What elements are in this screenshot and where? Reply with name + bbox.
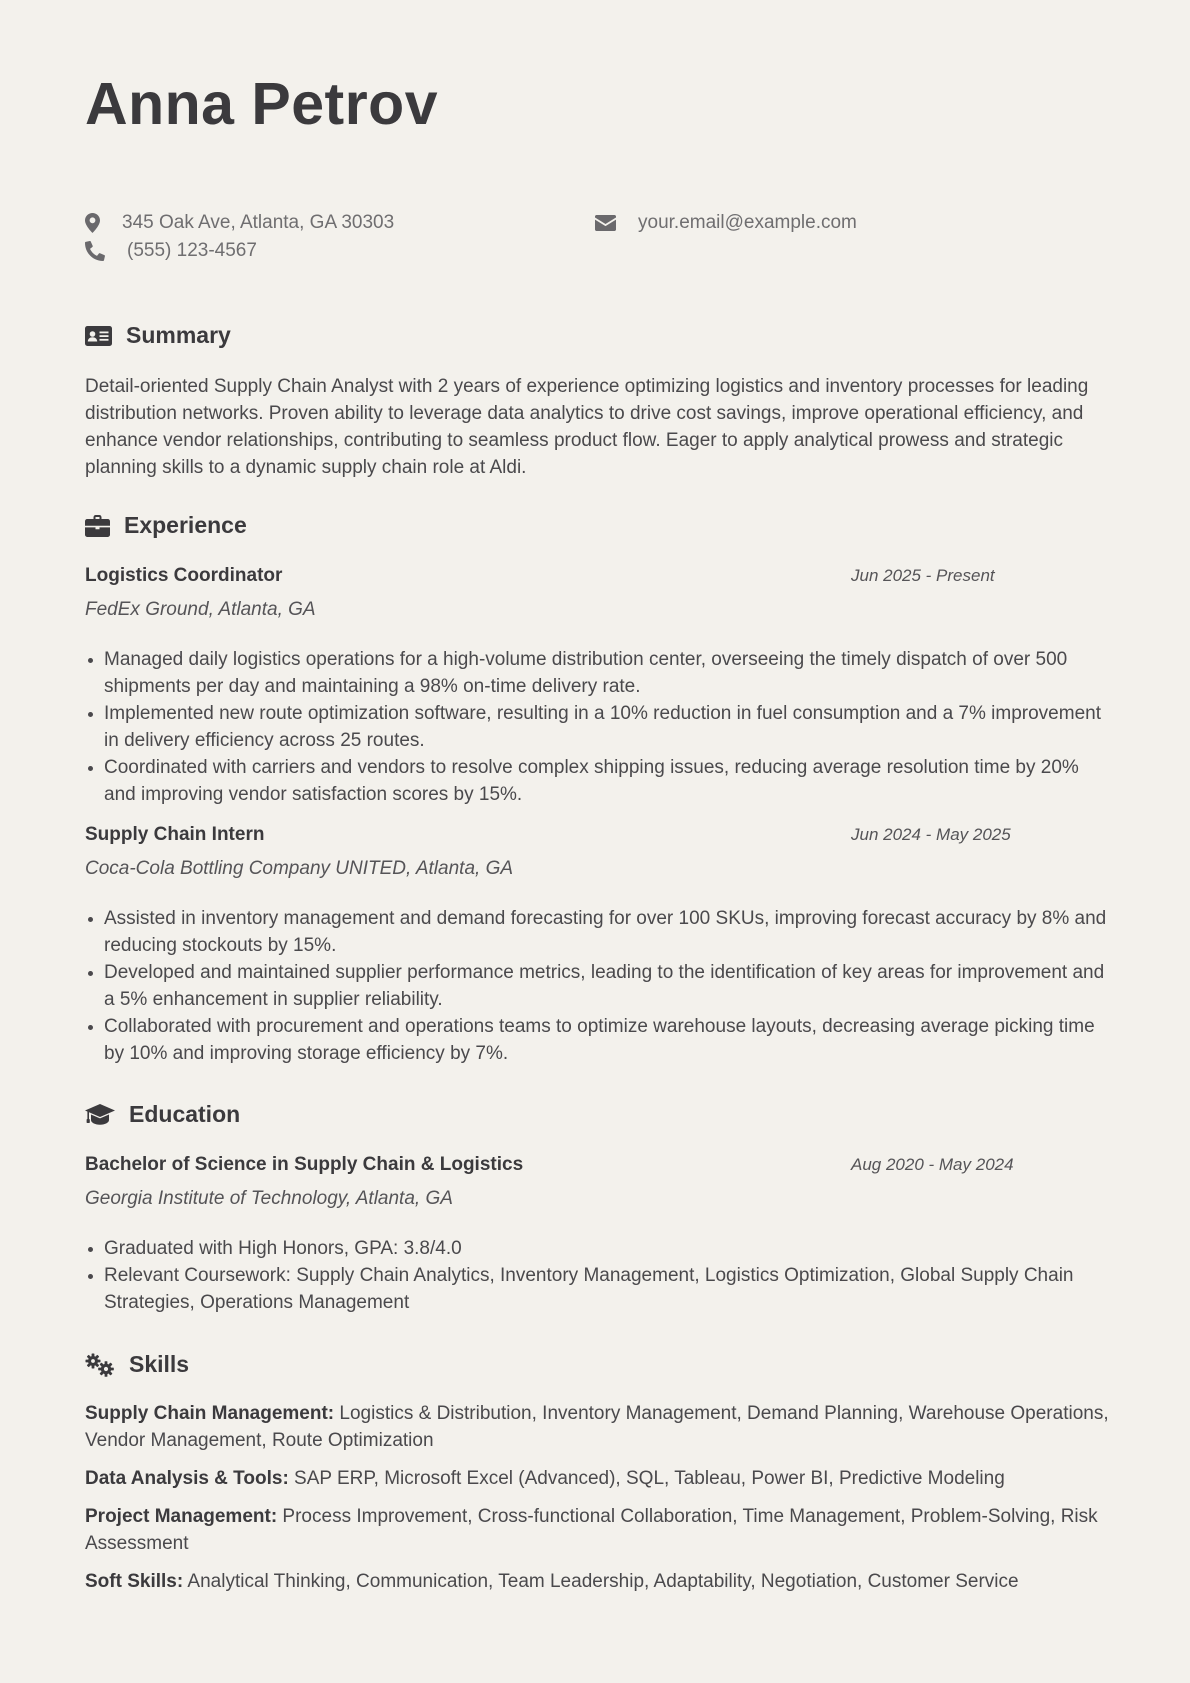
list-item: Developed and maintained supplier performance metrics, leading to the identification of key areas for improvement and a 5% enhancement in supplier reliability. <box>85 959 1110 1013</box>
list-item: Graduated with High Honors, GPA: 3.8/4.0 <box>85 1235 1110 1262</box>
graduation-cap-icon <box>85 1104 115 1126</box>
skill-category: Soft Skills: <box>85 1571 184 1592</box>
contact-phone <box>85 240 257 262</box>
list-item: Managed daily logistics operations for a high-volume distribution center, overseeing the timely dispatch of over 500 shipments per day and maintaining a 98% on-time delivery rate. <box>85 646 1110 700</box>
experience-title: Experience <box>124 512 247 538</box>
email-link[interactable]: your.email@example.com <box>638 212 857 233</box>
gears-icon <box>85 1353 115 1377</box>
summary-text: Detail-oriented Supply Chain Analyst with 2 years of experience optimizing logistics and inventory processes for leading distribution networks. Proven ability to leverage data analytics to drive cost savings, improve operational efficiency, and enhance vendor relationships, contributing to seamless product flow. Eager to apply analytical prowess and strategic planning skills to a dynamic supply chain role at Aldi. <box>85 376 1089 478</box>
list-item: Implemented new route optimization software, resulting in a 10% reduction in fuel consumption and a 7% improvement in delivery efficiency across 25 routes. <box>85 700 1110 754</box>
education-bullets <box>85 1235 1110 1316</box>
job-title: Supply Chain Intern <box>85 824 265 845</box>
briefcase-icon <box>85 515 110 537</box>
job-dates: Jun 2024 - May 2025 <box>851 825 1011 844</box>
summary-title: Summary <box>126 322 231 348</box>
skill-category: Project Management: <box>85 1506 278 1527</box>
skill-list: Analytical Thinking, Communication, Team Leadership, Adaptability, Negotiation, Customer Service <box>183 1571 1019 1592</box>
skill-line-project-management <box>85 1503 1110 1557</box>
skill-list: Process Improvement, Cross-functional Collaboration, Time Management, Problem-Solving, Risk Assessment <box>85 1506 1098 1554</box>
id-card-icon <box>85 326 112 346</box>
education-title: Education <box>129 1101 241 1127</box>
education-dates: Aug 2020 - May 2024 <box>851 1155 1014 1174</box>
phone-icon <box>85 241 105 261</box>
job-company: Coca-Cola Bottling Company UNITED, Atlanta, GA <box>85 858 514 879</box>
job-bullets <box>85 646 1110 808</box>
skill-category: Supply Chain Management: <box>85 1403 335 1424</box>
address-text: 345 Oak Ave, Atlanta, GA 30303 <box>122 212 395 233</box>
contact-address <box>85 212 394 234</box>
degree-title: Bachelor of Science in Supply Chain & Logistics <box>85 1154 524 1175</box>
summary-heading <box>85 322 231 349</box>
skill-list: Logistics & Distribution, Inventory Management, Demand Planning, Warehouse Operations, Vendor Management, Route Optimization <box>85 1403 1109 1451</box>
experience-heading <box>85 512 247 539</box>
job-title: Logistics Coordinator <box>85 565 283 586</box>
skill-category: Data Analysis & Tools: <box>85 1468 289 1489</box>
skill-line-data-analysis <box>85 1465 1110 1492</box>
envelope-icon <box>595 215 616 231</box>
map-marker-icon <box>85 213 100 233</box>
skills-title: Skills <box>129 1351 190 1377</box>
contact-email[interactable] <box>595 212 857 234</box>
candidate-name: Anna Petrov <box>85 71 439 137</box>
list-item: Assisted in inventory management and demand forecasting for over 100 SKUs, improving forecast accuracy by 8% and reducing stockouts by 15%. <box>85 905 1110 959</box>
job-bullets <box>85 905 1110 1067</box>
school-name: Georgia Institute of Technology, Atlanta, GA <box>85 1188 453 1209</box>
list-item: Collaborated with procurement and operations teams to optimize warehouse layouts, decreasing average picking time by 10% and improving storage efficiency by 7%. <box>85 1013 1110 1067</box>
job-dates: Jun 2025 - Present <box>851 566 995 585</box>
job-company: FedEx Ground, Atlanta, GA <box>85 599 316 620</box>
skill-list: SAP ERP, Microsoft Excel (Advanced), SQL, Tableau, Power BI, Predictive Modeling <box>288 1468 1005 1489</box>
skills-heading <box>85 1351 189 1378</box>
phone-text: (555) 123-4567 <box>127 240 257 261</box>
list-item: Coordinated with carriers and vendors to resolve complex shipping issues, reducing average resolution time by 20% and improving vendor satisfaction scores by 15%. <box>85 754 1110 808</box>
list-item: Relevant Coursework: Supply Chain Analytics, Inventory Management, Logistics Optimization, Global Supply Chain Strategies, Operations Management <box>85 1262 1110 1316</box>
education-heading <box>85 1101 240 1128</box>
skill-line-supply-chain <box>85 1400 1110 1454</box>
skill-line-soft-skills <box>85 1568 1110 1595</box>
